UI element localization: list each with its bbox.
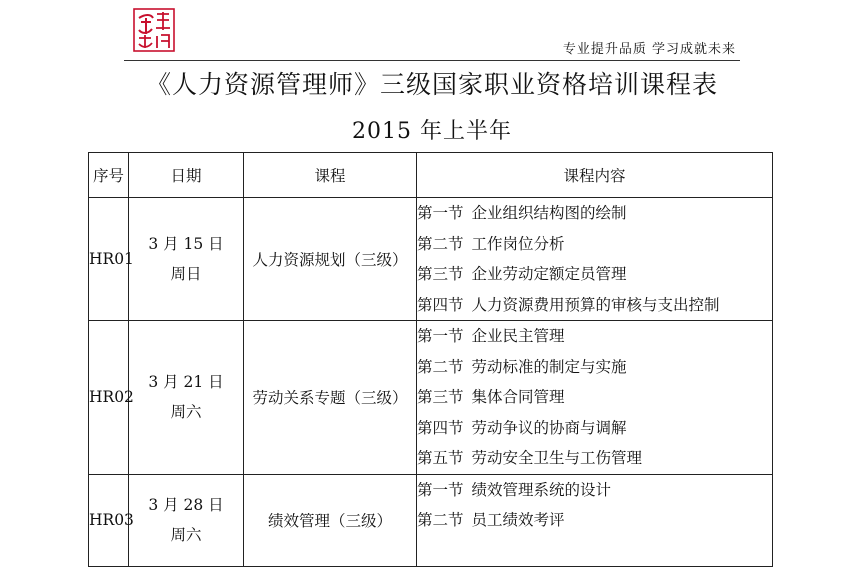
column-header-course: 课程	[244, 153, 417, 198]
table-header-row	[89, 153, 773, 198]
table-row	[89, 474, 773, 567]
section-title: 劳动标准的制定与实施	[471, 357, 627, 376]
section-title: 集体合同管理	[471, 388, 565, 406]
section-title: 员工绩效考评	[471, 511, 565, 529]
section-title: 绩效管理系统的设计	[471, 480, 612, 499]
course-name: 劳动关系专题（三级）	[244, 321, 417, 475]
section-title: 企业组织结构图的绘制	[471, 204, 627, 222]
course-date-cell	[129, 474, 244, 567]
course-number: HR03	[89, 474, 129, 567]
section-number: 第二节	[417, 234, 464, 253]
section-item	[417, 198, 772, 229]
section-number: 第三节	[417, 265, 464, 283]
course-number: HR01	[89, 198, 129, 321]
section-number: 第二节	[417, 511, 464, 529]
course-number: HR02	[89, 321, 129, 475]
section-item	[417, 505, 772, 536]
section-item-blank	[417, 536, 772, 567]
course-name: 绩效管理（三级）	[244, 474, 417, 567]
table-row	[89, 198, 773, 321]
document-subtitle: 2015 年上半年	[352, 119, 512, 144]
header-tagline: 专业提升品质 学习成就未来	[562, 42, 736, 57]
section-item	[417, 290, 772, 321]
course-name: 人力资源规划（三级）	[244, 198, 417, 321]
section-number: 第四节	[417, 295, 464, 314]
section-number: 第三节	[417, 388, 464, 406]
table-row	[89, 321, 773, 475]
section-item	[417, 321, 772, 352]
section-item	[417, 382, 772, 413]
course-content-cell	[417, 321, 773, 475]
section-number: 第二节	[417, 357, 464, 376]
column-header-number: 序号	[89, 153, 129, 198]
section-title: 劳动争议的协商与调解	[471, 418, 627, 437]
course-date: 3 月 21 日	[148, 373, 224, 392]
course-date-cell	[129, 321, 244, 475]
course-date: 3 月 15 日	[148, 235, 224, 253]
section-title: 工作岗位分析	[471, 234, 565, 253]
section-number: 第一节	[417, 204, 464, 222]
column-header-content: 课程内容	[417, 153, 773, 198]
section-number: 第五节	[417, 449, 464, 467]
company-logo	[133, 8, 175, 52]
course-content-cell	[417, 474, 773, 567]
course-content-cell	[417, 198, 773, 321]
section-item	[417, 413, 772, 444]
course-weekday: 周日	[170, 265, 202, 283]
course-schedule-table	[88, 152, 773, 567]
section-number: 第一节	[417, 480, 464, 499]
section-number: 第四节	[417, 418, 464, 437]
section-item	[417, 475, 772, 506]
column-header-date: 日期	[129, 153, 244, 198]
header-divider	[124, 60, 740, 61]
section-title: 企业民主管理	[471, 327, 565, 345]
section-number: 第一节	[417, 327, 464, 345]
section-title: 人力资源费用预算的审核与支出控制	[471, 295, 720, 314]
course-weekday: 周六	[170, 403, 202, 422]
document-title: 《人力资源管理师》三级国家职业资格培训课程表	[145, 70, 718, 99]
section-item	[417, 229, 772, 260]
course-date-cell	[129, 198, 244, 321]
course-date: 3 月 28 日	[148, 496, 224, 515]
course-weekday: 周六	[170, 526, 202, 545]
section-item	[417, 443, 772, 474]
section-title: 企业劳动定额定员管理	[471, 265, 627, 283]
section-title: 劳动安全卫生与工伤管理	[471, 449, 643, 467]
section-item	[417, 259, 772, 290]
section-item	[417, 352, 772, 383]
